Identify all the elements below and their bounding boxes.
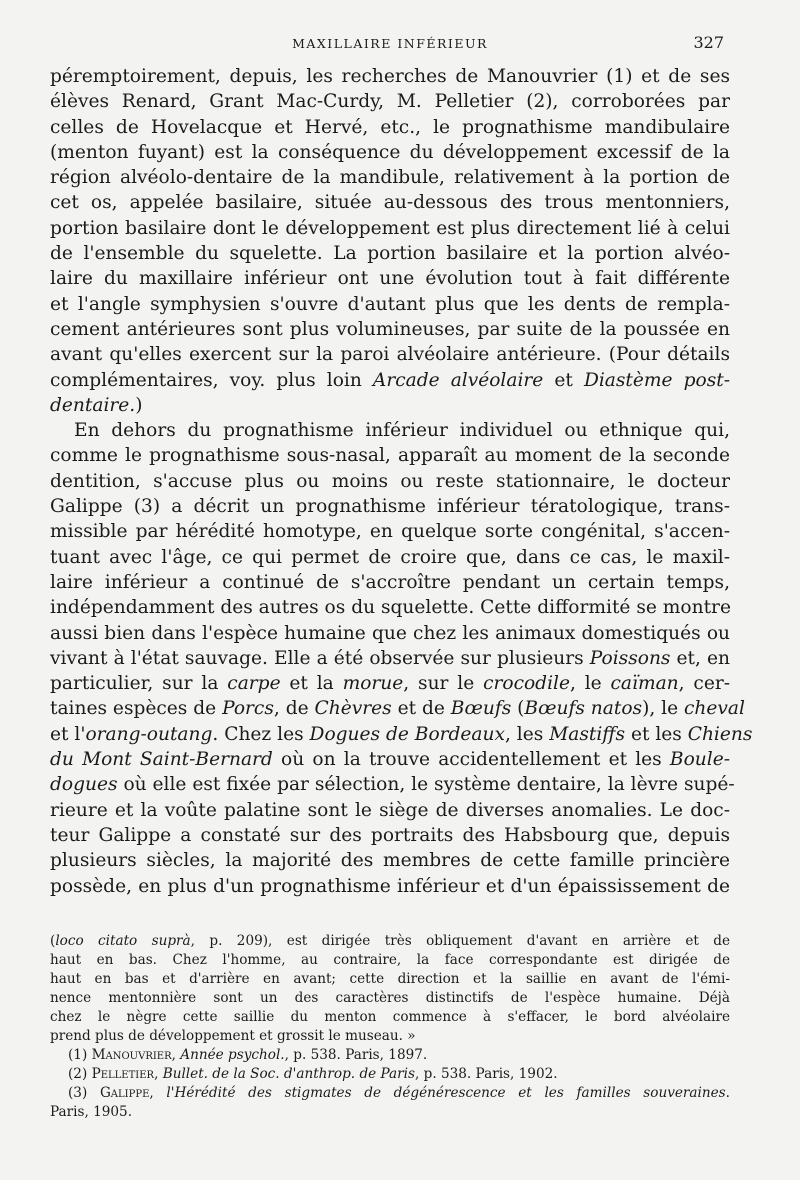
footnote-line: haut en bas. Chez l'homme, au contraire, la face correspondante est dirigée de — [50, 952, 730, 968]
italic-term: Porcs — [222, 698, 274, 720]
italic-term: dogues — [50, 774, 118, 796]
text-line: portion basilaire dont le développement est plus directement lié à celui — [50, 217, 730, 239]
text-line — [50, 772, 735, 797]
running-head: MAXILLAIRE INFÉRIEUR — [292, 36, 488, 51]
text-run: et de — [391, 698, 451, 720]
italic-term: Dogues de Bordeaux — [309, 723, 505, 745]
text-line: possède, en plus d'un prognathisme inférieur et d'un épaississement de — [50, 875, 730, 897]
text-line — [50, 393, 730, 418]
text-line: dentition, s'accuse plus ou moins ou reste stationnaire, le docteur — [50, 470, 730, 492]
text-run: et l' — [50, 723, 86, 745]
text-run: , de — [273, 698, 315, 720]
text-line: tuant avec l'âge, ce qui permet de croire que, dans ce cas, le maxil- — [50, 546, 730, 568]
footnote-line: haut en bas et d'arrière en avant; cette direction et la saillie en avant de l'émi- — [50, 971, 730, 987]
italic-term: dentaire. — [50, 394, 136, 416]
text-line — [50, 671, 730, 696]
italic-term: loco citato suprà — [55, 933, 191, 949]
text-run: et les — [625, 723, 688, 745]
italic-term: morue — [342, 673, 404, 695]
text-line: celles de Hovelacque et Hervé, etc., le prognathisme mandibulaire — [50, 116, 730, 138]
italic-term: Chèvres — [314, 698, 392, 720]
text-run: , — [154, 1066, 163, 1082]
text-run: , cer- — [678, 673, 730, 695]
italic-term: Boule- — [669, 749, 730, 771]
italic-term: Chiens — [687, 723, 753, 745]
text-line: de l'ensemble du squelette. La portion basilaire et la portion alvéo- — [50, 243, 730, 265]
footnote-number: (1) — [68, 1047, 92, 1063]
footnote-line: nence mentonnière sont un des caractères distinctifs de l'espèce humaine. Déjà — [50, 990, 730, 1006]
italic-term: Poissons — [589, 647, 671, 669]
text-run: . Chez les — [212, 723, 310, 745]
footnote-author: Galippe — [99, 1085, 150, 1101]
footnote-title: l'Hérédité des stigmates de dégénérescence et les familles souveraines — [166, 1085, 726, 1101]
italic-term: Bœufs — [450, 698, 512, 720]
italic-term: Bœufs natos — [524, 698, 643, 720]
text-run: , les — [504, 723, 550, 745]
footnote-2 — [50, 1065, 730, 1084]
text-line — [50, 368, 730, 393]
text-line: En dehors du prognathisme inférieur individuel ou ethnique qui, — [74, 420, 730, 442]
italic-term: du Mont Saint-Bernard — [50, 749, 273, 771]
text-line: Galippe (3) a décrit un prognathisme inférieur tératologique, trans- — [50, 496, 730, 518]
footnote-author: Pelletier — [91, 1066, 155, 1082]
text-line: (menton fuyant) est la conséquence du développement excessif de la — [50, 141, 730, 163]
footnote-title: Année psychol. — [180, 1047, 285, 1063]
text-run: complémentaires, voy. plus loin — [50, 369, 373, 391]
text-run: . — [725, 1085, 730, 1101]
text-run: , — [171, 1047, 181, 1063]
text-run: , le — [569, 673, 611, 695]
text-run: ( — [50, 933, 56, 949]
italic-term: crocodile — [483, 673, 570, 695]
footnote-author: Manouvrier — [91, 1047, 172, 1063]
text-line: cet os, appelée basilaire, située au-dessous des trous mentonniers, — [50, 192, 730, 214]
footnote-3 — [50, 1084, 730, 1103]
text-run: où on la trouve accidentellement et les — [272, 749, 670, 771]
footnote-number: (2) — [68, 1066, 92, 1082]
text-line: rieure et la voûte palatine sont le siège de diverses anomalies. Le doc- — [50, 799, 730, 821]
text-run: où elle est fixée par sélection, le système dentaire, la lèvre supé- — [117, 774, 735, 796]
footnote-1 — [50, 1046, 730, 1065]
text-run: , p. 538. Paris, 1897. — [284, 1047, 428, 1063]
text-line: plusieurs siècles, la majorité des membres de cette famille princière — [50, 850, 730, 872]
text-line: laire inférieur a continué de s'accroître pendant un certain temps, — [50, 571, 730, 593]
text-run: , sur le — [403, 673, 484, 695]
text-run: vivant à l'état sauvage. Elle a été observée sur plusieurs — [50, 647, 590, 669]
text-line — [50, 646, 730, 671]
text-run: taines espèces de — [50, 698, 223, 720]
text-line: avant qu'elles exercent sur la paroi alvéolaire antérieure. (Pour détails — [50, 344, 730, 366]
text-line: et l'angle symphysien s'ouvre d'autant plus que les dents de rempla- — [50, 293, 730, 315]
page-number: 327 — [693, 33, 724, 52]
text-run: particulier, sur la — [50, 673, 228, 695]
text-run: ( — [511, 698, 525, 720]
italic-term: Arcade alvéolaire — [372, 369, 544, 391]
text-run: et la — [280, 673, 343, 695]
text-line: cement antérieures sont plus volumineuses, par suite de la poussée en — [50, 318, 730, 340]
footnote-title: Bullet. de la Soc. d'anthrop. de Paris — [162, 1066, 415, 1082]
footnote-number: (3) — [68, 1085, 100, 1101]
italic-term: cheval — [684, 698, 745, 720]
text-run: et, en — [670, 647, 731, 669]
body-text — [50, 64, 753, 899]
text-line: région alvéolo-dentaire de la mandibule, relativement à la portion de — [50, 167, 730, 189]
text-line — [50, 696, 745, 721]
italic-term: carpe — [227, 673, 281, 695]
page-header — [50, 30, 730, 54]
italic-term: caïman — [610, 673, 679, 695]
italic-term: orang-outang — [85, 723, 213, 745]
text-run: , p. 209), est dirigée très obliquement d'avant en arrière et de — [190, 933, 730, 949]
text-line: missible par hérédité homotype, en quelque sorte congénital, s'accen- — [50, 521, 730, 543]
text-run: , — [149, 1085, 167, 1101]
text-run: ), le — [642, 698, 684, 720]
text-line — [50, 747, 730, 772]
text-line: aussi bien dans l'espèce humaine que chez les animaux domestiqués ou — [50, 622, 730, 644]
text-line: péremptoirement, depuis, les recherches de Manouvrier (1) et de ses — [50, 66, 730, 87]
text-run: et — [543, 369, 584, 391]
text-line: teur Galippe a constaté sur des portraits des Habsbourg que, depuis — [50, 824, 730, 846]
footnotes — [50, 932, 730, 1122]
text-run: ) — [135, 394, 143, 416]
text-line: comme le prognathisme sous-nasal, apparaît au moment de la seconde — [50, 445, 730, 467]
text-run: , p. 538. Paris, 1902. — [414, 1066, 558, 1082]
footnote-line: chez le nègre cette saillie du menton commence à s'effacer, le bord alvéolaire — [50, 1009, 730, 1025]
italic-term: Mastiffs — [549, 723, 626, 745]
text-line — [50, 722, 753, 747]
footnote-line: prend plus de développement et grossit le museau. » — [50, 1028, 416, 1044]
text-line: indépendamment des autres os du squelette. Cette difformité se montre — [50, 597, 731, 619]
text-line: élèves Renard, Grant Mac-Curdy, M. Pelletier (2), corroborées par — [50, 91, 730, 113]
footnote-3-continuation: Paris, 1905. — [50, 1104, 133, 1120]
italic-term: Diastème post- — [583, 369, 730, 391]
footnote-line — [50, 932, 730, 951]
text-line: laire du maxillaire inférieur ont une évolution tout à fait différente — [50, 268, 730, 290]
